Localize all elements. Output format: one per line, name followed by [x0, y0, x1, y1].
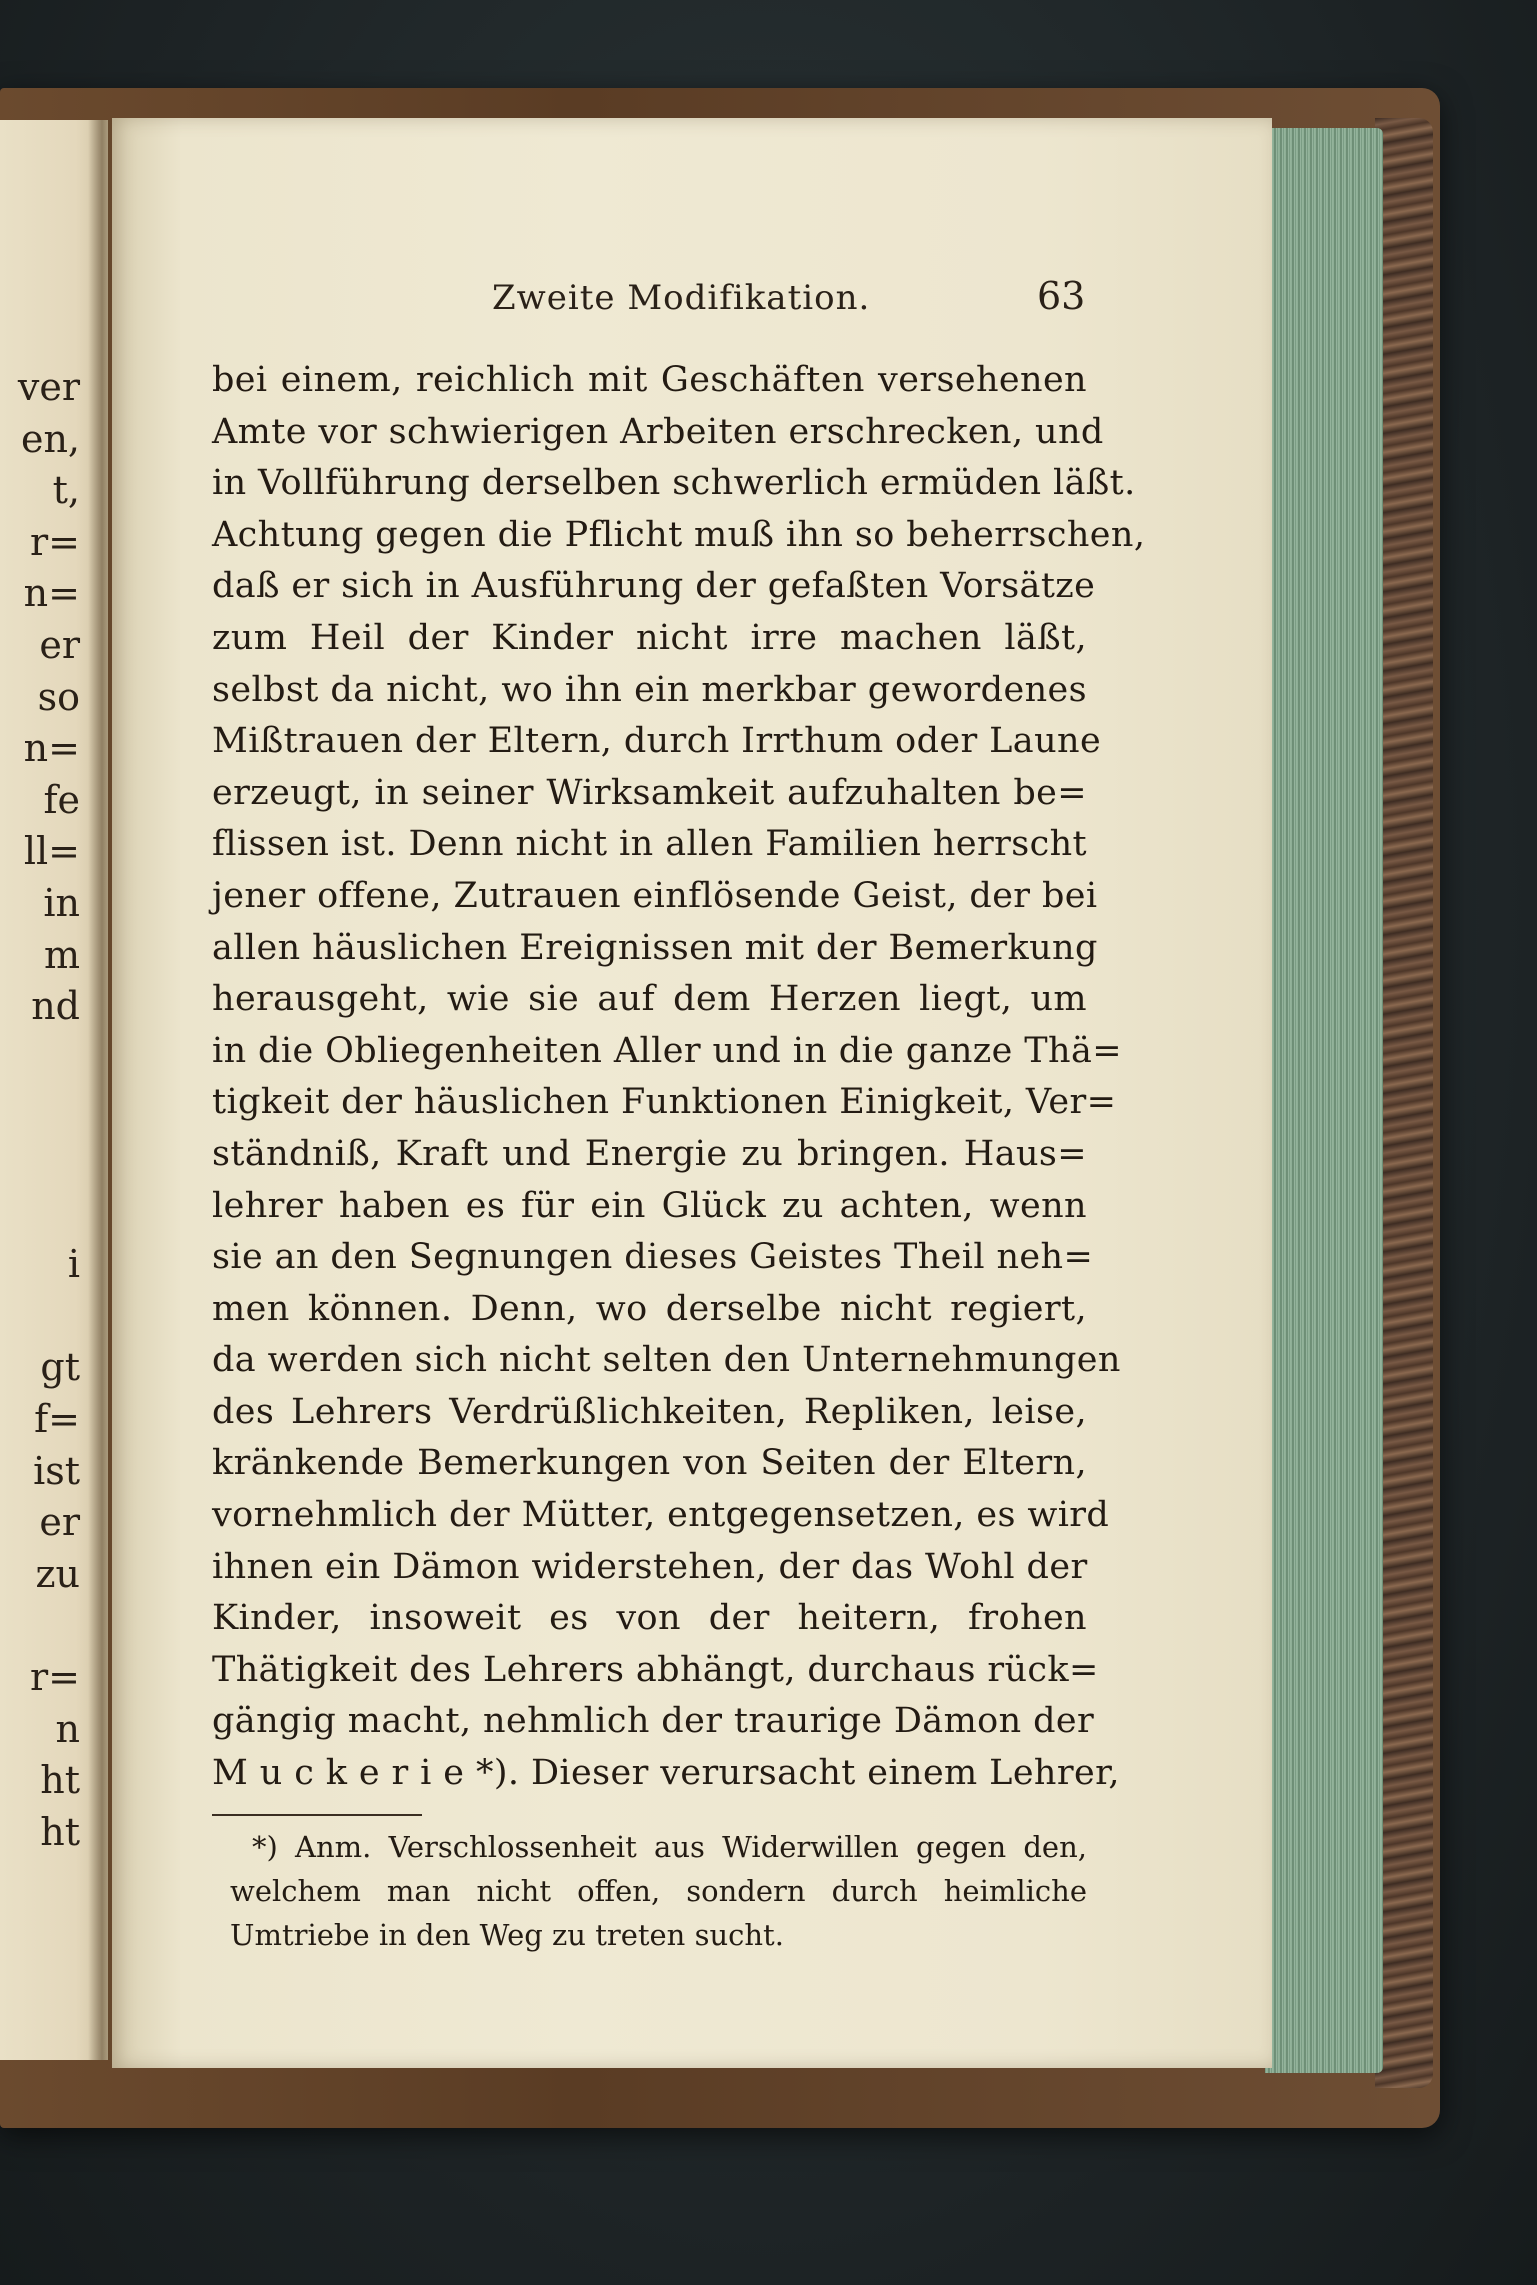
text-line: gängig macht, nehmlich der traurige Dämon der [212, 1701, 1095, 1742]
left-page-fragment: er [39, 1500, 80, 1545]
left-page-fragment: gt [40, 1345, 80, 1390]
left-page-fragment: n= [23, 571, 80, 616]
text-line: jener offene, Zutrauen einflösende Geist, der bei [212, 875, 1098, 916]
left-page-fragment: zu [35, 1551, 80, 1596]
text-line: bei einem, reichlich mit Geschäften versehenen [212, 360, 1087, 400]
text-line: erzeugt, in seiner Wirksamkeit aufzuhalten be= [212, 772, 1087, 813]
running-head: Zweite Modifikation. [492, 278, 871, 318]
page-number: 63 [1037, 274, 1086, 318]
marbled-cover-edge [1375, 118, 1433, 2088]
footnote-rule [212, 1814, 422, 1816]
text-line: Mißtrauen der Eltern, durch Irrthum oder Laune [212, 721, 1102, 762]
text-line: vornehmlich der Mütter, entgegensetzen, es wird [212, 1495, 1110, 1536]
text-line: men können. Denn, wo derselbe nicht regiert, [212, 1288, 1087, 1329]
text-line: flissen ist. Denn nicht in allen Familien herrscht [212, 824, 1087, 865]
page-header [112, 274, 1272, 328]
left-page-fragment: en, [20, 416, 80, 461]
text-line: ständniß, Kraft und Energie zu bringen. Haus= [212, 1133, 1087, 1174]
left-page-fragment: fe [43, 777, 80, 822]
left-page-fragment: f= [34, 1397, 80, 1441]
left-page-fragment: ht [40, 1809, 80, 1854]
text-line: ihnen ein Dämon widerstehen, der das Wohl der [212, 1546, 1088, 1587]
text-line: Kinder, insoweit es von der heitern, frohen [212, 1598, 1087, 1639]
left-page-fragment: so [37, 674, 80, 719]
text-line: M u c k e r i e *). Dieser verursacht einem Lehrer, [212, 1753, 1120, 1794]
text-line: Achtung gegen die Pflicht muß ihn so beherrschen, [212, 514, 1146, 555]
text-line: sie an den Segnungen dieses Geistes Theil neh= [212, 1237, 1094, 1278]
left-page-fragment: n [55, 1706, 80, 1751]
text-line: des Lehrers Verdrüßlichkeiten, Repliken, leise, [212, 1391, 1087, 1432]
text-line: daß er sich in Ausführung der gefaßten Vorsätze [212, 566, 1096, 607]
text-line: tigkeit der häuslichen Funktionen Einigkeit, Ver= [212, 1082, 1117, 1123]
text-line: allen häuslichen Ereignissen mit der Bemerkung [212, 927, 1098, 968]
footnote-line: welchem man nicht offen, sondern durch heimliche [230, 1874, 1087, 1908]
text-line: in die Obliegenheiten Aller und in die ganze Thä= [212, 1030, 1122, 1071]
left-page-fragment: ll= [23, 829, 80, 874]
left-page-fragment: in [43, 881, 80, 925]
left-page-fragment: n= [23, 726, 80, 771]
left-page-fragment: ver [17, 365, 80, 409]
left-page-fragment: ht [40, 1758, 80, 1803]
text-line: zum Heil der Kinder nicht irre machen läßt, [212, 617, 1087, 658]
footnote-line: *) Anm. Verschlossenheit aus Widerwillen gegen den, [252, 1830, 1087, 1864]
text-line: Amte vor schwierigen Arbeiten erschrecken, und [212, 411, 1104, 452]
footnote [230, 1825, 1087, 1957]
left-page-fragment: t, [52, 468, 80, 513]
text-line: da werden sich nicht selten den Unternehmungen [212, 1340, 1121, 1381]
left-page-fragment: nd [31, 984, 80, 1029]
body-text [212, 355, 1146, 1800]
left-page-fragment: ist [33, 1448, 80, 1493]
text-line: in Vollführung derselben schwerlich ermüden läßt. [212, 463, 1136, 504]
text-line: lehrer haben es für ein Glück zu achten, wenn [212, 1185, 1087, 1226]
text-line: Thätigkeit des Lehrers abhängt, durchaus rück= [212, 1649, 1099, 1690]
left-page-fragment: er [39, 623, 80, 667]
left-page-fragment: r= [29, 519, 80, 564]
page-fore-edge [1265, 128, 1383, 2073]
footnote-line: Umtriebe in den Weg zu treten sucht. [230, 1918, 784, 1952]
left-page-fragment: r= [29, 1655, 80, 1699]
text-line: selbst da nicht, wo ihn ein merkbar gewordenes [212, 669, 1087, 710]
text-line: herausgeht, wie sie auf dem Herzen liegt, um [212, 979, 1087, 1020]
text-line: kränkende Bemerkungen von Seiten der Eltern, [212, 1443, 1087, 1484]
left-page-fragment: m [43, 932, 80, 977]
left-page-fragment: i [67, 1242, 80, 1287]
